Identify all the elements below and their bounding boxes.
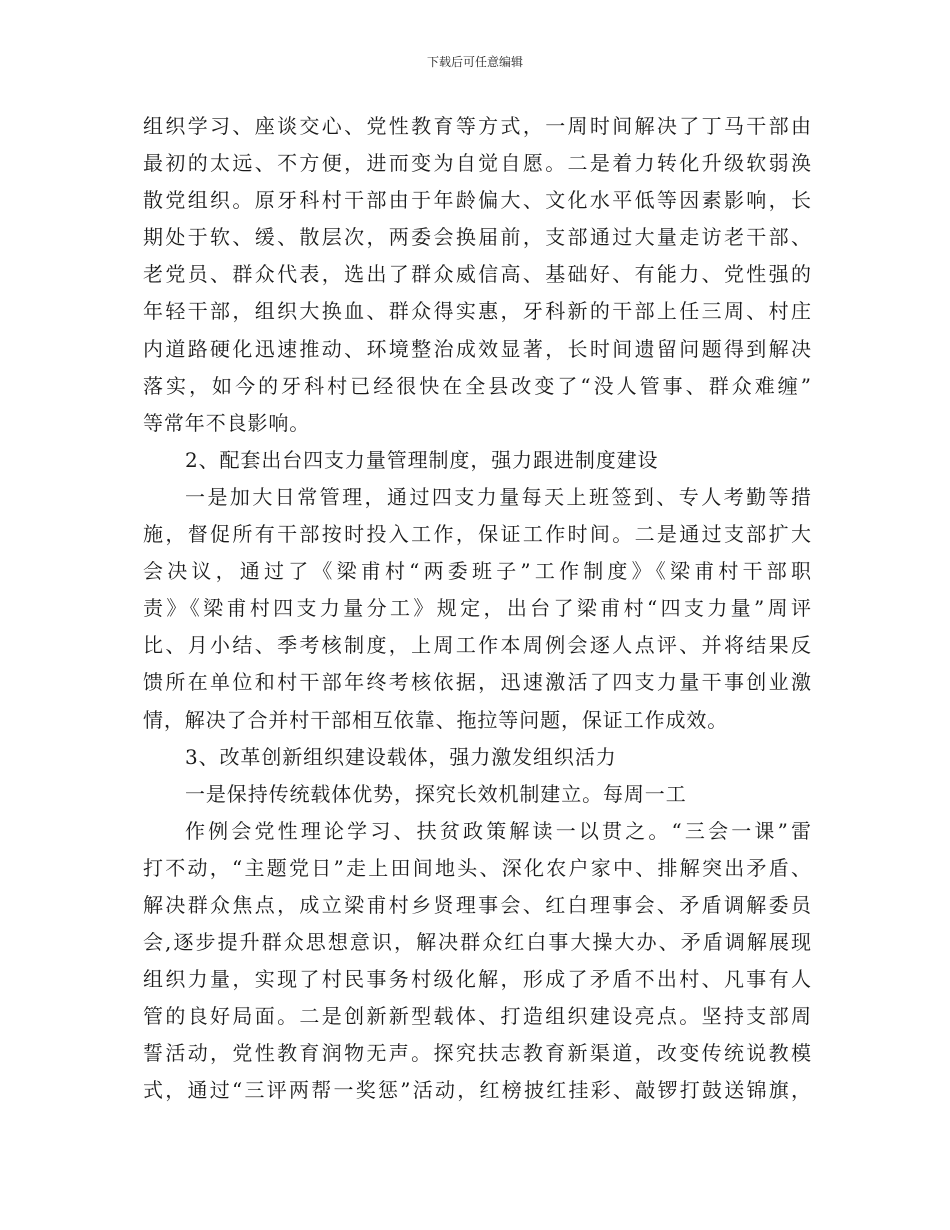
text-line: 式，通过“三评两帮一奖惩”活动，红榜披红挂彩、敲锣打鼓送锦旗， [143, 1078, 811, 1103]
text-line: 落实，如今的牙科村已经很快在全县改变了“没人管事、群众难缠” [143, 373, 811, 398]
text-line: 誓活动，党性教育润物无声。探究扶志教育新渠道，改变传统说教模 [143, 1041, 811, 1066]
text-line: 一是保持传统载体优势，探究长效机制建立。每周一工 [185, 781, 687, 806]
text-line: 打不动，“主题党日”走上田间地头、深化农户家中、排解突出矛盾、 [143, 855, 811, 880]
text-line: 散党组织。原牙科村干部由于年龄偏大、文化水平低等因素影响，长 [143, 188, 811, 213]
text-line: 等常年不良影响。 [143, 410, 311, 435]
text-line: 情，解决了合并村干部相互依靠、拖拉等问题，保证工作成效。 [143, 707, 729, 732]
text-line: 组织力量，实现了村民事务村级化解，形成了矛盾不出村、凡事有人 [143, 967, 811, 992]
text-line: 年轻干部，组织大换血、群众得实惠，牙科新的干部上任三周、村庄 [143, 299, 811, 324]
text-line: 会决议，通过了《梁甫村“两委班子”工作制度》《梁甫村干部职 [143, 559, 811, 584]
text-line: 最初的太远、不方便，进而变为自觉自愿。二是着力转化升级软弱涣 [143, 151, 811, 176]
text-line: 会,逐步提升群众思想意识，解决群众红白事大操大办、矛盾调解展现 [143, 930, 811, 955]
text-line: 馈所在单位和村干部年终考核依据，迅速激活了四支力量干事创业激 [143, 670, 811, 695]
text-line: 解决群众焦点，成立梁甫村乡贤理事会、红白理事会、矛盾调解委员 [143, 892, 811, 917]
text-line: 管的良好局面。二是创新新型载体、打造组织建设亮点。坚持支部周 [143, 1004, 811, 1029]
section-heading: 2、配套出台四支力量管理制度，强力跟进制度建设 [185, 447, 659, 472]
text-line: 组织学习、座谈交心、党性教育等方式，一周时间解决了丁马干部由 [143, 114, 811, 138]
page-header: 下载后可任意编辑 [426, 55, 523, 69]
document-body [143, 108, 811, 1110]
text-line: 老党员、群众代表，选出了群众威信高、基础好、有能力、党性强的 [143, 262, 811, 287]
text-line: 责》《梁甫村四支力量分工》规定，出台了梁甫村“四支力量”周评 [143, 596, 811, 621]
text-line: 作例会党性理论学习、扶贫政策解读一以贯之。“三会一课”雷 [185, 818, 811, 843]
text-line: 期处于软、缓、散层次，两委会换届前，支部通过大量走访老干部、 [143, 225, 811, 250]
section-heading: 3、改革创新组织建设载体，强力激发组织活力 [185, 744, 617, 769]
text-line: 施，督促所有干部按时投入工作，保证工作时间。二是通过支部扩大 [143, 522, 811, 547]
text-line: 一是加大日常管理，通过四支力量每天上班签到、专人考勤等措 [185, 484, 811, 509]
text-line: 比、月小结、季考核制度，上周工作本周例会逐人点评、并将结果反 [143, 633, 811, 658]
text-line: 内道路硬化迅速推动、环境整治成效显著，长时间遗留问题得到解决 [143, 336, 811, 361]
